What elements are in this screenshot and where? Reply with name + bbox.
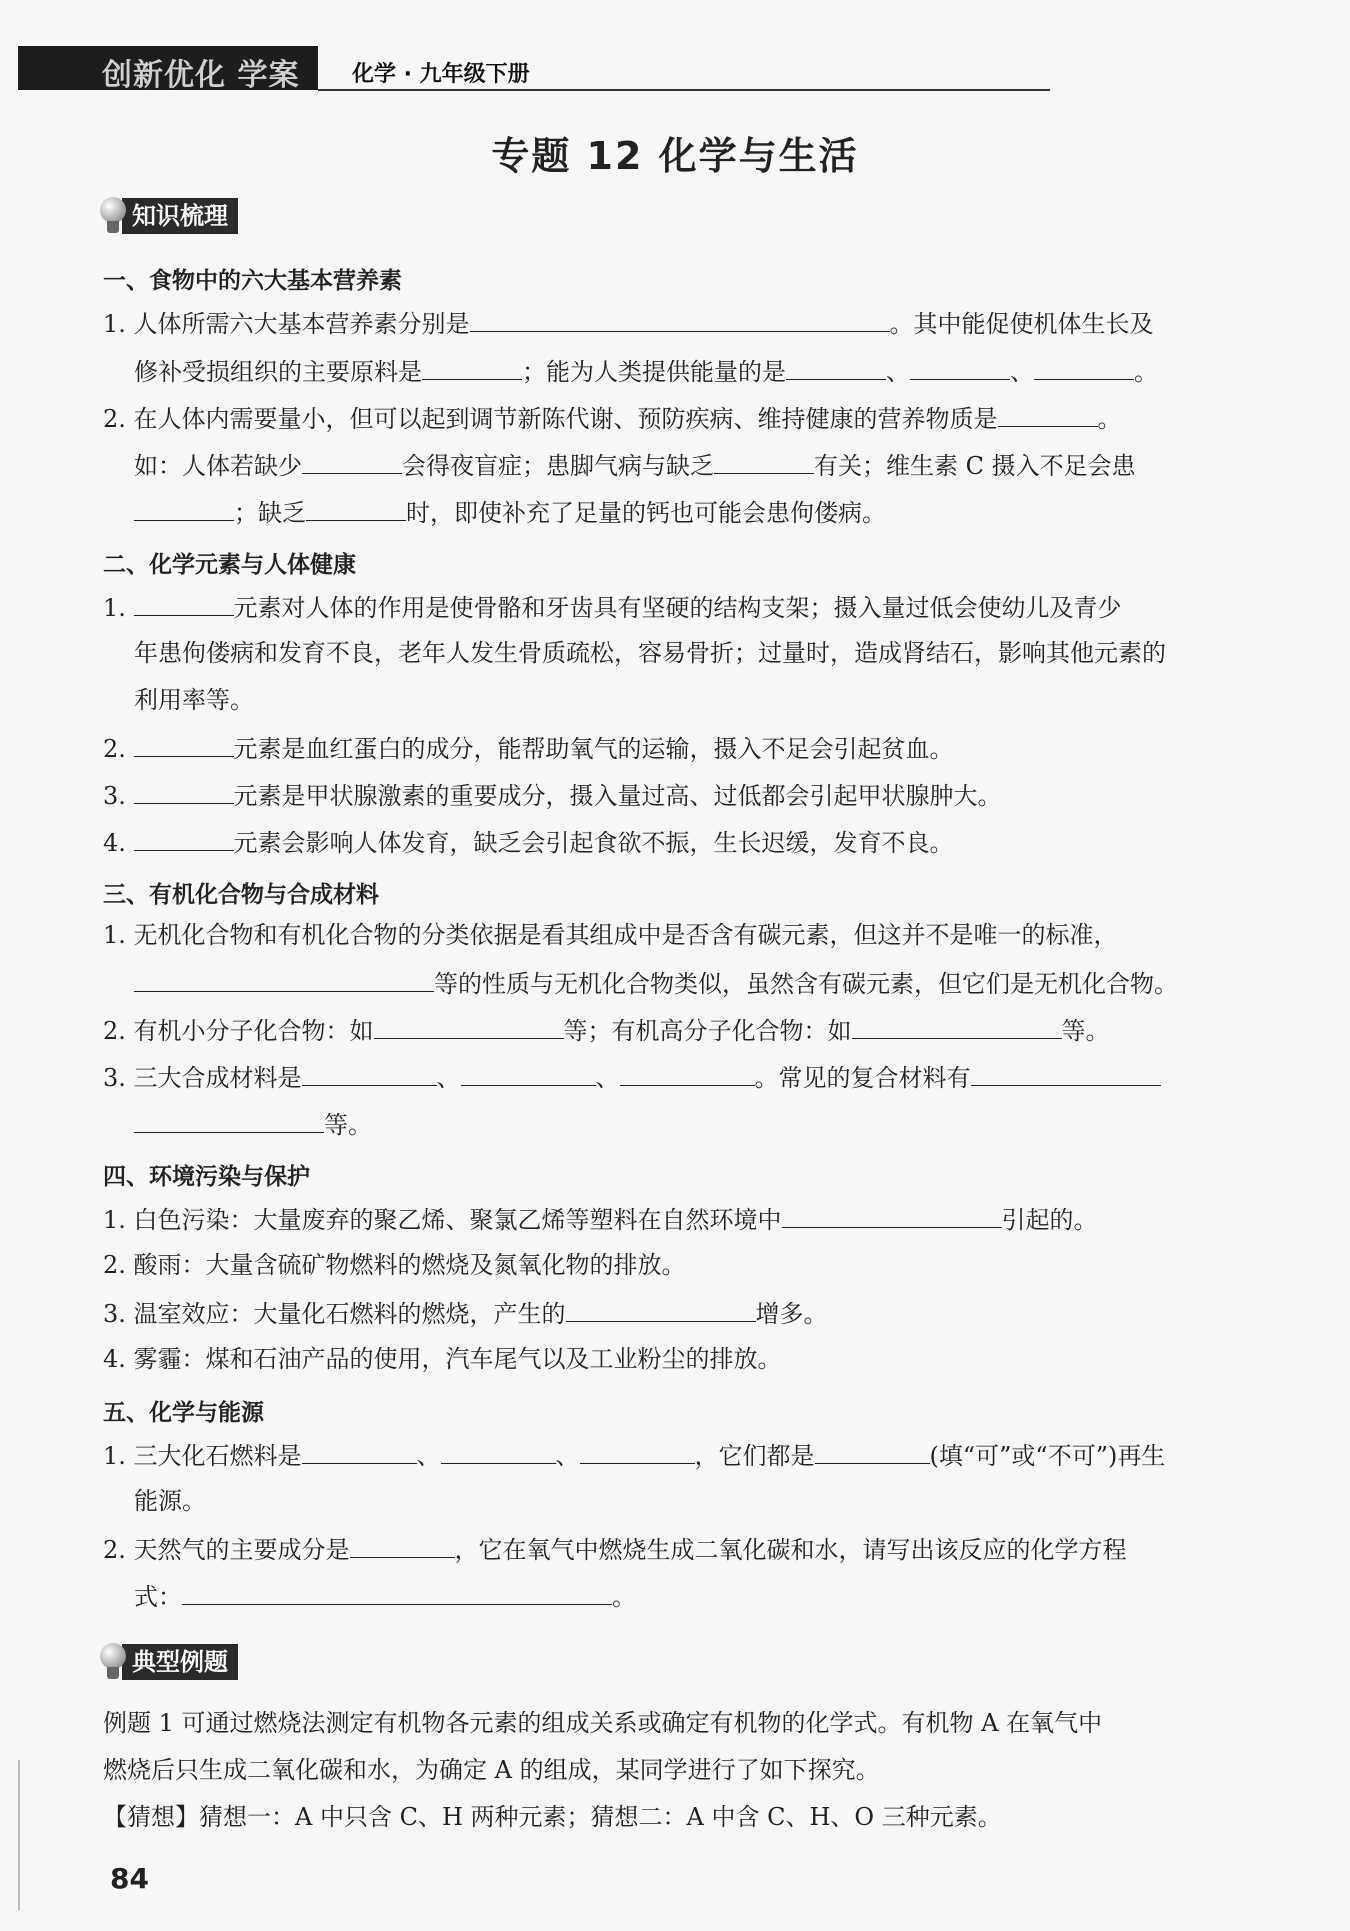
answer-blank[interactable] — [134, 591, 234, 616]
text-line: 1. 人体所需六大基本营养素分别是 。其中能促使机体生长及 — [103, 307, 1154, 339]
answer-blank[interactable] — [134, 826, 234, 851]
answer-blank[interactable] — [782, 1203, 1002, 1228]
lightbulb-icon — [100, 197, 126, 235]
text-line: 4. 雾霾：煤和石油产品的使用，汽车尾气以及工业粉尘的排放。 — [103, 1345, 782, 1373]
answer-blank[interactable] — [580, 1439, 695, 1464]
example-text: 燃烧后只生成二氧化碳和水，为确定 A 的组成，某同学进行了如下探究。 — [103, 1756, 880, 1784]
text-line: 年患佝偻病和发育不良，老年人发生骨质疏松，容易骨折；过量时，造成肾结石，影响其他元素的 — [134, 639, 1166, 667]
answer-blank[interactable] — [971, 1061, 1161, 1086]
subject-label: 化学 · 九年级下册 — [352, 62, 530, 87]
answer-blank[interactable] — [302, 449, 402, 474]
section-badge-examples — [100, 1642, 238, 1682]
answer-blank[interactable] — [461, 1061, 596, 1086]
text-line: 2. 在人体内需要量小，但可以起到调节新陈代谢、预防疾病、维持健康的营养物质是 。 — [103, 402, 1122, 434]
example-hypothesis: 【猜想】猜想一：A 中只含 C、H 两种元素；猜想二：A 中含 C、H、O 三种元素。 — [103, 1803, 1002, 1831]
text-line: 1. 元素对人体的作用是使骨骼和牙齿具有坚硬的结构支架；摄入量过低会使幼儿及青少 — [103, 591, 1122, 623]
heading-elements-health: 二、化学元素与人体健康 — [103, 552, 356, 578]
answer-blank[interactable] — [422, 355, 522, 380]
answer-blank[interactable] — [815, 1439, 930, 1464]
answer-blank[interactable] — [470, 307, 890, 332]
answer-blank[interactable] — [998, 402, 1098, 427]
section-badge-knowledge — [100, 196, 238, 236]
answer-blank[interactable] — [134, 1108, 324, 1133]
text-line: 等。 — [134, 1108, 372, 1140]
page-number: 84 — [110, 1862, 149, 1895]
lightbulb-icon — [100, 1643, 126, 1681]
text-line: 3. 三大合成材料是 、 、 。常见的复合材料有 — [103, 1061, 1161, 1093]
answer-blank[interactable] — [714, 449, 814, 474]
answer-blank[interactable] — [620, 1061, 755, 1086]
page-edge — [18, 1760, 20, 1910]
text-line: 1. 无机化合物和有机化合物的分类依据是看其组成中是否含有碳元素，但这并不是唯一的标准， — [103, 921, 1118, 949]
answer-blank[interactable] — [910, 355, 1010, 380]
answer-blank[interactable] — [786, 355, 886, 380]
text-line: 3. 温室效应：大量化石燃料的燃烧，产生的 增多。 — [103, 1297, 828, 1329]
text-line: 式： 。 — [134, 1580, 636, 1612]
answer-blank[interactable] — [134, 779, 234, 804]
text-line: 2. 酸雨：大量含硫矿物燃料的燃烧及氮氧化物的排放。 — [103, 1251, 686, 1279]
answer-blank[interactable] — [182, 1580, 612, 1605]
text-line: 1. 白色污染：大量废弃的聚乙烯、聚氯乙烯等塑料在自然环境中 引起的。 — [103, 1203, 1098, 1235]
text-line: 利用率等。 — [134, 686, 254, 714]
text-line: 4. 元素会影响人体发育，缺乏会引起食欲不振，生长迟缓，发育不良。 — [103, 826, 954, 858]
text-line: 修补受损组织的主要原料是 ；能为人类提供能量的是 、 、 。 — [134, 355, 1158, 387]
answer-blank[interactable] — [441, 1439, 556, 1464]
heading-organic-compounds: 三、有机化合物与合成材料 — [103, 882, 379, 908]
answer-blank[interactable] — [566, 1297, 756, 1322]
heading-energy: 五、化学与能源 — [103, 1400, 264, 1426]
answer-blank[interactable] — [374, 1014, 564, 1039]
answer-blank[interactable] — [306, 496, 406, 521]
text-line: 等的性质与无机化合物类似，虽然含有碳元素，但它们是无机化合物。 — [134, 967, 1178, 999]
text-line: ；缺乏 时，即使补充了足量的钙也可能会患佝偻病。 — [134, 496, 886, 528]
heading-environment: 四、环境污染与保护 — [103, 1164, 310, 1190]
answer-blank[interactable] — [302, 1439, 417, 1464]
answer-blank[interactable] — [852, 1014, 1062, 1039]
example-text: 例题 1 可通过燃烧法测定有机物各元素的组成关系或确定有机物的化学式。有机物 A 在氧气中 — [103, 1709, 1103, 1737]
answer-blank[interactable] — [134, 496, 234, 521]
answer-blank[interactable] — [302, 1061, 437, 1086]
section-label: 典型例题 — [122, 1644, 238, 1680]
brand-logo: 创新优化 学案 — [102, 58, 300, 93]
page-title: 专题 12 化学与生活 — [491, 134, 859, 178]
text-line: 2. 有机小分子化合物：如 等；有机高分子化合物：如 等。 — [103, 1014, 1110, 1046]
heading-nutrients: 一、食物中的六大基本营养素 — [103, 268, 402, 294]
text-line: 3. 元素是甲状腺激素的重要成分，摄入量过高、过低都会引起甲状腺肿大。 — [103, 779, 1002, 811]
answer-blank[interactable] — [350, 1533, 455, 1558]
text-line: 如：人体若缺少 会得夜盲症；患脚气病与缺乏 有关；维生素 C 摄入不足会患 — [134, 449, 1136, 481]
answer-blank[interactable] — [134, 967, 434, 992]
text-line: 2. 元素是血红蛋白的成分，能帮助氧气的运输，摄入不足会引起贫血。 — [103, 732, 954, 764]
text-line: 2. 天然气的主要成分是 ，它在氧气中燃烧生成二氧化碳和水，请写出该反应的化学方程 — [103, 1533, 1127, 1565]
answer-blank[interactable] — [1034, 355, 1134, 380]
text-line: 能源。 — [134, 1487, 206, 1515]
section-label: 知识梳理 — [122, 198, 238, 234]
text-line: 1. 三大化石燃料是 、 、 ，它们都是 (填“可”或“不可”)再生 — [103, 1439, 1165, 1471]
answer-blank[interactable] — [134, 732, 234, 757]
header-rule — [318, 89, 1050, 91]
